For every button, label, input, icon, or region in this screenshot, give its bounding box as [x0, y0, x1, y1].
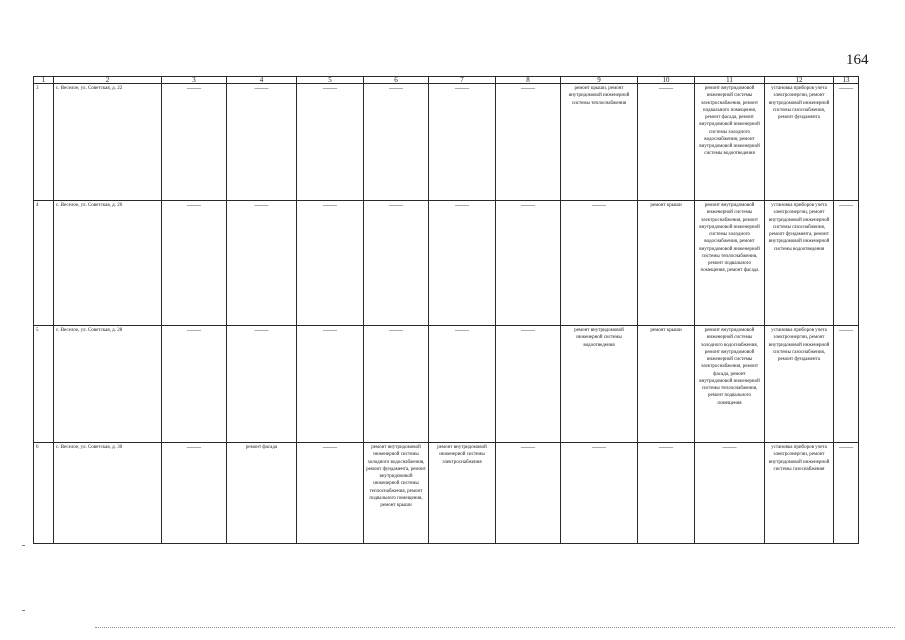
column-header: 13	[834, 77, 859, 84]
table-cell: ——	[695, 443, 765, 544]
table-cell: ремонт внутридомовой инженерной системы электроснабжения, ремонт внутридомовой инженерной системы холодного водоснабжения, ремонт внутридомовой инженерной системы теплоснабжения, ремонт подвального помещения, ремонт фасада	[695, 201, 765, 326]
column-header: 4	[227, 77, 297, 84]
row-number: 6	[34, 443, 54, 544]
table-cell: ремонт внутридомовой инженерной системы холодного водоснабжения, ремонт фундамента, ремонт внутридомовой инженерной системы теплоснабжения, ремонт подвального помещения, ремонт крыши	[364, 443, 429, 544]
table-cell: ——	[561, 443, 638, 544]
column-header: 6	[364, 77, 429, 84]
table-cell: ——	[561, 201, 638, 326]
table-cell: ——	[496, 443, 561, 544]
table-cell: установка приборов учета электроэнергии, ремонт внутридомовой инженерной системы газоснабжения, ремонт фундамента, ремонт внутридомовой инженерной системы водоотведения	[765, 201, 834, 326]
table-cell: ——	[227, 201, 297, 326]
table-cell: ——	[496, 201, 561, 326]
table-cell: ——	[496, 84, 561, 201]
table-cell: установка приборов учета электроэнергии, ремонт внутридомовой инженерной системы газоснабжения, ремонт фундамента	[765, 84, 834, 201]
table-cell: ——	[297, 201, 364, 326]
table-cell: ремонт крыши	[638, 201, 695, 326]
header-row	[34, 77, 859, 84]
column-header: 7	[429, 77, 496, 84]
table-cell: ремонт крыши, ремонт внутридомовой инженерной системы теплоснабжения	[561, 84, 638, 201]
column-header: 10	[638, 77, 695, 84]
address-cell: с. Веселое, ул. Советская, д. 22	[54, 84, 162, 201]
table-row	[34, 84, 859, 201]
table-cell: ——	[638, 443, 695, 544]
column-header: 3	[162, 77, 227, 84]
table-cell: ——	[162, 84, 227, 201]
table-cell: ——	[364, 326, 429, 443]
table-row	[34, 443, 859, 544]
table-cell: ремонт внутридомовой инженерной системы электроснабжения	[429, 443, 496, 544]
table-cell: ——	[834, 326, 859, 443]
table-cell: ремонт крыши	[638, 326, 695, 443]
table-cell: ——	[496, 326, 561, 443]
table-cell: ——	[429, 84, 496, 201]
table-cell: ремонт внутридомовой инженерной системы электроснабжения, ремонт подвального помещения, ремонт фасада, ремонт внутридомовой инженерной системы холодного водоснабжения, ремонт внутридомовой инженерной системы водоотведения	[695, 84, 765, 201]
table-row	[34, 201, 859, 326]
table-cell: ——	[297, 84, 364, 201]
table-cell: ремонт фасада	[227, 443, 297, 544]
table-cell: ——	[364, 84, 429, 201]
column-header: 1	[34, 77, 54, 84]
table-cell: ремонт внутридомовой инженерной системы водоотведения	[561, 326, 638, 443]
table-cell: ——	[638, 84, 695, 201]
column-header: 12	[765, 77, 834, 84]
table-cell: ——	[227, 84, 297, 201]
address-cell: с. Веселое, ул. Советская, д. 26	[54, 201, 162, 326]
row-number: 4	[34, 201, 54, 326]
address-cell: с. Веселое, ул. Советская, д. 30	[54, 443, 162, 544]
column-header: 9	[561, 77, 638, 84]
table-cell: ——	[297, 443, 364, 544]
table-cell: ——	[429, 201, 496, 326]
scan-mark	[22, 545, 25, 546]
table-cell: ——	[834, 443, 859, 544]
repair-schedule-table	[33, 76, 859, 544]
column-header: 8	[496, 77, 561, 84]
row-number: 5	[34, 326, 54, 443]
table-cell: ——	[227, 326, 297, 443]
address-cell: с. Веселое, ул. Советская, д. 28	[54, 326, 162, 443]
table-cell: ——	[162, 201, 227, 326]
table-cell: ——	[162, 326, 227, 443]
table-cell: установка приборов учета электроэнергии, ремонт внутридомовой инженерной системы газоснабжения, ремонт фундамента	[765, 326, 834, 443]
row-number: 3	[34, 84, 54, 201]
column-header: 11	[695, 77, 765, 84]
page-number: 164	[846, 52, 869, 68]
table-cell: ——	[429, 326, 496, 443]
table-cell: ——	[297, 326, 364, 443]
column-header: 2	[54, 77, 162, 84]
table-cell: ——	[834, 84, 859, 201]
table-cell: ——	[364, 201, 429, 326]
scan-mark	[22, 610, 25, 611]
scan-artifact-line	[95, 627, 895, 631]
table-cell: ——	[162, 443, 227, 544]
column-header: 5	[297, 77, 364, 84]
table-cell: ремонт внутридомовой инженерной системы холодного водоснабжения, ремонт внутридомовой инженерной системы электроснабжения, ремонт фасада, ремонт внутридомовой инженерной системы теплоснабжения, ремонт подвального помещения	[695, 326, 765, 443]
table-cell: ——	[834, 201, 859, 326]
table-cell: установка приборов учета электроэнергии, ремонт внутридомовой инженерной системы газоснабжения	[765, 443, 834, 544]
table-row	[34, 326, 859, 443]
